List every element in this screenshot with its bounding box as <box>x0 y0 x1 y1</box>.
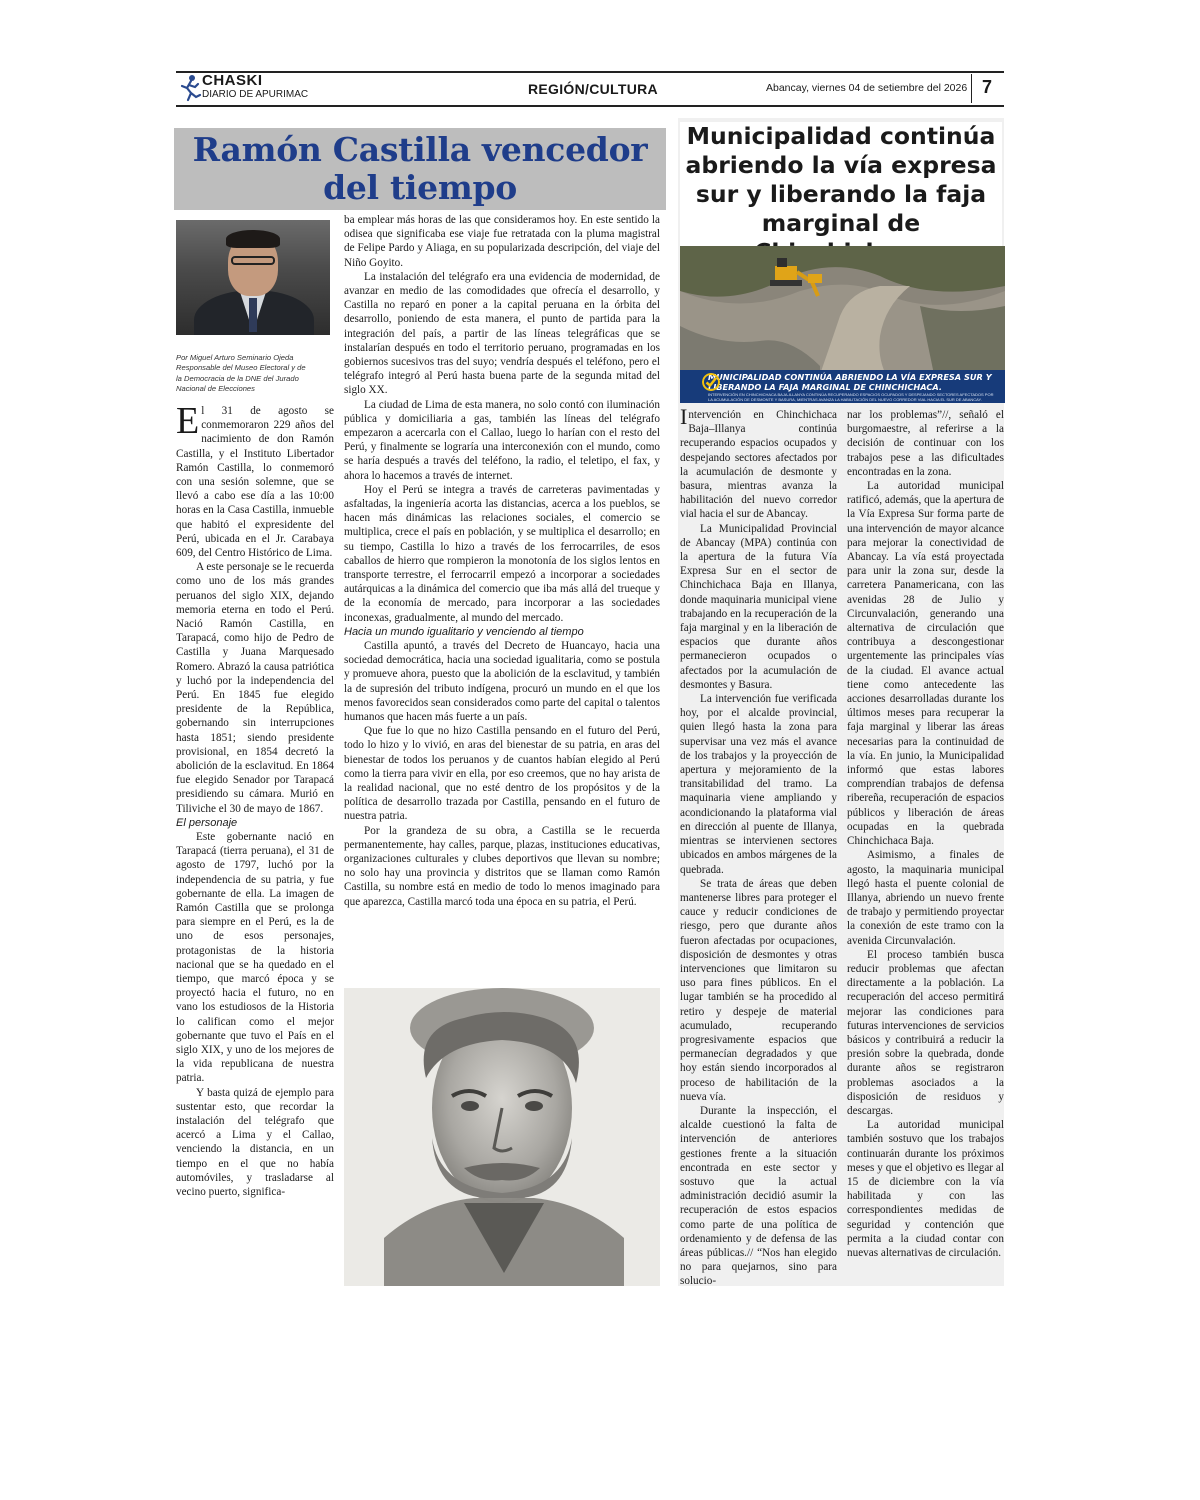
credit-line: la Democracia de la DNE del Jurado <box>176 373 299 383</box>
paragraph: nar los problemas”//, señaló el burgomaestre, al referirse a la decisión de continuar con los trabajos pese a las dificultades encontradas en la zona. <box>847 409 1004 478</box>
subheading: Hacia un mundo igualitario y venciendo al tiempo <box>344 625 584 638</box>
section-title: REGIÓN/CULTURA <box>528 81 658 97</box>
dateline: Abancay, viernes 04 de setiembre del 2026 <box>766 82 968 94</box>
paragraph: La ciudad de Lima de esta manera, no solo contó con iluminación pública y domiciliaria a gas, también las líneas del telégrafo empezaron a acercarla con el Callao, luego lo harían con el resto del Perú, y finalmente se lograría una interconexión con el mundo, como se haría después a través del teléfono, la radio, el teletipo, el fax, y ahora lo hacemos a través de internet. <box>344 398 660 482</box>
checkmark-icon <box>702 373 720 391</box>
article1-column-1 <box>176 400 334 1199</box>
paragraph: Durante la inspección, el alcalde cuestionó la falta de intervención de anteriores gestiones frente a la situación encontrada en este sector y sostuvo que la actual administración decidió asumir la recuperación de estos espacios como parte de una política de ordenamiento y de defensa de las áreas públicas.// “Nos han elegido no para quejarnos, sino para solucio- <box>680 1104 837 1288</box>
credit-line: Por Miguel Arturo Seminario Ojeda <box>176 353 294 362</box>
header-rule-bottom <box>176 105 1004 107</box>
paragraph: Este gobernante nació en Tarapacá (tierra peruana), el 31 de agosto de 1797, luchó por la independencia de su patria, y fue gobernante de ella. La imagen de Ramón Castilla que se prolonga para siempre en el Perú, es la de uno de esos personajes, protagonistas de la historia nacional que se ha quedado en el tiempo, que marcó época y se proyectó hacia el futuro, no en vano los estudiosos de la Historia lo califican como el mejor gobernante que tuvo el País en el siglo XIX, y uno de los mejores de la vida republicana de nuestra patria. <box>176 830 334 1085</box>
paragraph: El 31 de agosto se conmemoraron 229 años del nacimiento de don Ramón Castilla, y el Instituto Libertador Ramón Castilla, lo conmemoró con una sesión solemne, que se llevó a cabo ese día a las 10:00 horas en la Casa Castilla, inmueble que habitó el expresidente del Perú, ubicada en el Jr. Carabaya 609, del Centro Histórico de Lima. <box>176 400 334 560</box>
paragraph: A este personaje se le recuerda como uno de los más grandes peruanos del siglo XIX, dejando memoria eterna en todo el Perú. Nació Ramón Castilla, en Tarapacá, como hijo de Pedro de Castilla y Juana Marquesado Romero. Abrazó la causa patriótica y luchó por la independencia del Perú. En 1845 fue elegido presidente de la República, gobernando sin interrupciones hasta 1851; siendo presidente provisional, en 1854 decretó la abolición de la esclavitud. En 1864 fue elegido Senador por Tarapacá presidiendo su cámara. Murió en Tiliviche el 30 de mayo de 1867. <box>176 561 334 815</box>
page-number: 7 <box>982 77 993 97</box>
header-rule-top <box>176 71 1004 73</box>
masthead-name: CHASKI <box>202 72 263 89</box>
road-works-photo <box>680 246 1005 403</box>
ramon-castilla-portrait <box>344 988 660 1286</box>
paragraph: La Municipalidad Provincial de Abancay (MPA) continúa con la apertura de la futura Vía Expresa Sur en el sector de Chinchichaca Baja en Illanya, donde maquinaria municipal viene trabajando en la recuperación de la faja marginal y en la liberación de espacios que durante años permanecieron ocupados o afectados por la acumulación de desmontes y Basura. <box>680 522 837 691</box>
subheading: El personaje <box>176 816 238 829</box>
paragraph: El proceso también busca reducir problemas que afectan directamente a la población. La recuperación del acceso permitirá mejorar las condiciones para futuras intervenciones de servicios básicos y contribuirá a reducir la presión sobre la quebrada, donde durante años se registraron problemas asociados a la disposición de residuos y descargas. <box>847 948 1004 1117</box>
paragraph: La instalación del telégrafo era una evidencia de modernidad, de avanzar en medio de las comodidades que ofrecía el desarrollo, y Castilla no reparó en poner a la capital peruana en la órbita del desarrollo, poniendo de esta manera, el punto de partida para la integración del país, a partir de las líneas telegráficas que se instalarían después en todo el territorio peruano, programadas en los gobiernos sucesivos tras del suyo; vendría después el teléfono, pero el telégrafo integró al Perú hasta buena parte de la segunda mitad del siglo XX. <box>344 270 660 397</box>
drop-cap: E <box>176 400 200 442</box>
credit-line: Responsable del Museo Electoral y de <box>176 363 306 373</box>
paragraph: Se trata de áreas que deben mantenerse libres para proteger el cauce y reducir condiciones de riesgo, pero que durante años fueron afectadas por ocupaciones, disposición de desmontes y otras intervenciones que limitaron su uso para fines públicos. En el lugar también se ha procedido al retiro y despeje de material acumulado, recuperando progresivamente espacios que permanecían degradados y que hoy están siendo incorporados al proceso de habilitación de la nueva vía. <box>680 877 837 1103</box>
credit-line: Nacional de Elecciones <box>176 383 255 393</box>
article1-headline: Ramón Castilla vencedor del tiempo <box>174 128 666 210</box>
paragraph: Y basta quizá de ejemplo para sustentar esto, que recordar la instalación del telégrafo que acercó a Lima y el Callao, venciendo la distancia, en un tiempo en el que no había automóviles, y trasladarse al vecino puerto, significa- <box>176 1086 334 1198</box>
article1-column-2 <box>344 213 660 909</box>
paragraph: La autoridad municipal también sostuvo que los trabajos continuarán durante los próximos meses y que el objetivo es llegar al 15 de diciembre con la vía habilitada y con las correspondientes medidas de seguridad y contención que permita a la ciudad contar con nuevas alternativas de circulación. <box>847 1119 1004 1259</box>
paragraph: ba emplear más horas de las que consideramos hoy. En este sentido la odisea que significaba ese viaje fue retratada con la pluma magistral de Felipe Pardo y Aliaga, en su popularizada descripción, del viaje del Niño Goyito. <box>344 214 660 269</box>
drop-cap: I <box>680 404 688 429</box>
paragraph: La autoridad municipal ratificó, además, que la apertura de la Vía Expresa Sur forma parte de una intervención de mayor alcance para mejorar la conectividad de Abancay. La vía está proyectada para unir la zona sur, desde la carretera Panamericana, con las avenidas 28 de Julio y Circunvalación, generando una alternativa de circulación que contribuya a descongestionar urgentemente las principales vías de la ciudad. El avance actual tiene como antecedente las acciones desarrolladas durante los últimos meses para recuperar la faja marginal y liberar las áreas necesarias para la continuidad de la vía. En junio, la Municipalidad informó que estas labores comprendían trabajos de defensa ribereña, recuperación de espacios públicos y liberación de áreas ocupadas en la quebrada Chinchichaca Baja. <box>847 480 1004 848</box>
page-number-divider <box>971 74 972 103</box>
article2-headline: Municipalidad continúa abriendo la vía expresa sur y liberando la faja marginal de <box>680 122 1002 271</box>
masthead-subtitle: DIARIO DE APURIMAC <box>202 89 309 100</box>
paragraph: Por la grandeza de su obra, a Castilla se le recuerda permanentemente, hay calles, parque, plazas, instituciones educativas, organizaciones culturales y clubes deportivos que llevan su nombre; no solo hay una provincia y distritos que se llaman como Ramón Castilla, su nombre está en medio de todo lo menos imaginado para que aparezca, Castilla marcó toda una época en su patria, el Perú. <box>344 824 660 908</box>
photo-banner-caption: INTERVENCIÓN EN CHINCHICHACA BAJA-ILLANYA CONTINÚA RECUPERANDO ESPACIOS OCUPADOS Y DESPEJANDO SECTORES AFECTADOS POR LA ACUMULACIÓN DE DESMONTE Y BASURA, MIENTRAS AVANZA LA HABILITACIÓN DEL NUEVO CORREDOR VIAL HACIA EL SUR DE ABANCAY. <box>708 392 994 402</box>
paragraph: Castilla apuntó, a través del Decreto de Huancayo, hacia una sociedad democrática, hacia una sociedad igualitaria, como se postula y promueve ahora, puesto que la abolición de la esclavitud, y también la de supresión del tributo indígena, procuró un mundo en el que los menos favorecidos sean considerados como parte del capital o talentos humanos que hacen más fuerte a un país. <box>344 639 660 723</box>
paragraph: Intervención en Chinchichaca Baja–Illanya continúa recuperando espacios ocupados y despejando sectores afectados por la acumulación de desmonte y basura, mientras avanza la habilitación del nuevo corredor vial hacia el sur de Abancay. <box>680 404 837 521</box>
chaski-runner-icon <box>178 73 202 103</box>
photo-banner-title: MUNICIPALIDAD CONTINÚA ABRIENDO LA VÍA EXPRESA SUR Y LIBERANDO LA FAJA MARGINAL DE CHINCHICHACA. <box>708 372 992 392</box>
paragraph: La intervención fue verificada hoy, por el alcalde provincial, quien llegó hasta la zona para supervisar una vez más el avance de los trabajos y la proyección de apertura y mejoramiento de la transitabilidad del tramo. La maquinaria viene ampliando y acondicionando la plataforma vial en dirección al puente de Illanya, mientras se intervienen sectores ubicados en ambos márgenes de la quebrada. <box>680 693 837 876</box>
paragraph: Que fue lo que no hizo Castilla pensando en el futuro del Perú, todo lo hizo y lo vivió, en aras del bienestar de su patria, en aras del bienestar de todos los peruanos y de cuantos habían elegido al Perú como la tierra para vivir en ella, por eso creemos, que no hay arista de la realidad nacional, que no esté dentro de los propósitos y de la política de desarrollo trazada por Castilla, pensando en el futuro de nuestra patria. <box>344 725 660 823</box>
article2-column-2 <box>847 408 1004 1260</box>
article2-column-1 <box>680 404 837 1289</box>
paragraph: Hoy el Perú se integra a través de carreteras pavimentadas y asfaltadas, la ingeniería acorta las distancias, acerca a los pueblos, se hacen más dinámicas las relaciones sociales, el comercio se multiplica, crece el país en población, y se multiplica el desarrollo; en su tiempo, Castilla lo hizo a través de los ferrocarriles, de esos caballos de hierro que rompieron la monotonía de los siglos lentos en transporte terrestre, el ferrocarril empezó a incorporar a sociedades autárquicas a la dinámica del comercio que iba más allá del trueque y de la economía de mercado, para incorporar a las sociedades inconexas, gradualmente, al mundo del mercado. <box>344 483 660 624</box>
author-photo <box>176 220 330 335</box>
author-credit <box>176 353 336 394</box>
paragraph: Asimismo, a finales de agosto, la maquinaria municipal llegó hasta el puente colonial de Illanya, abriendo un nuevo frente de trabajo y permitiendo proyectar la conexión de este tramo con la avenida Circunvalación. <box>847 849 1004 947</box>
